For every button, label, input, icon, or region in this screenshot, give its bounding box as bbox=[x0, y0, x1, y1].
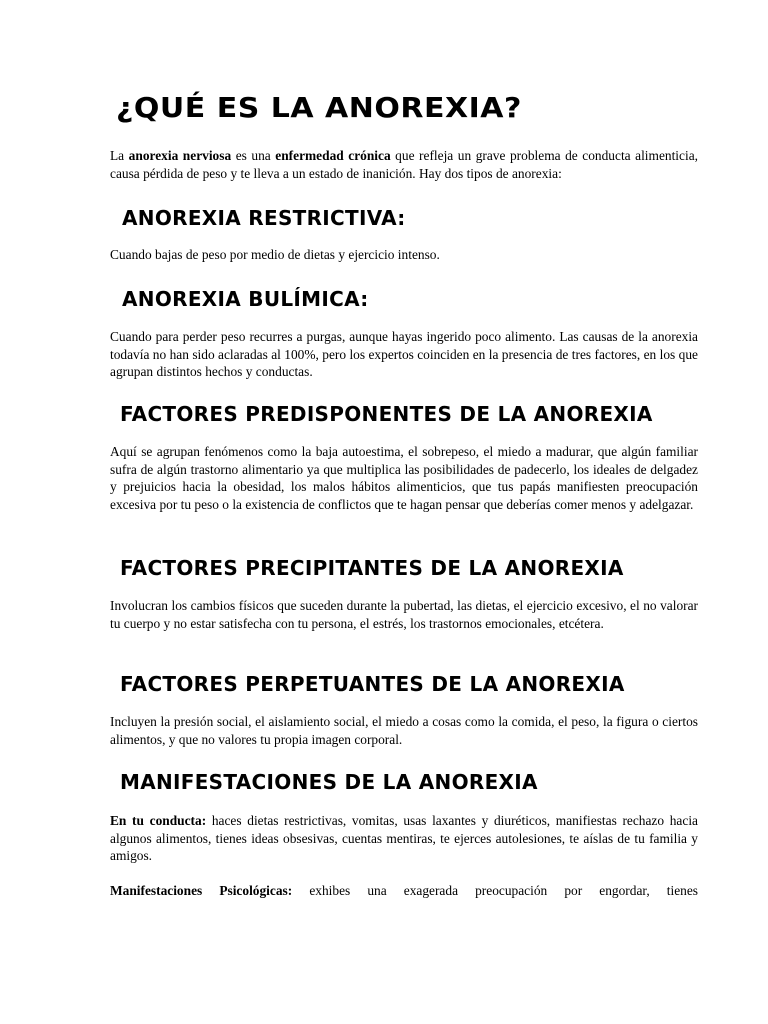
heading-factores-predisponentes: FACTORES PREDISPONENTES DE LA ANOREXIA bbox=[120, 402, 653, 426]
intro-prefix: La bbox=[110, 148, 129, 163]
paragraph-factores-predisponentes: Aquí se agrupan fenómenos como la baja autoestima, el sobrepeso, el miedo a madurar, que algún familiar sufra de algún trastorno alimentario ya que multiplica las posibilidades de padecerlo, los ideales de delgadez y prejuicios hacia la obesidad, los malos hábitos alimenticios, que tus papás manifiesten preocupación excesiva por tu peso o la existencia de conflictos que te hagan pensar que deberías comer menos y adelgazar. bbox=[110, 444, 698, 512]
paragraph-anorexia-restrictiva: Cuando bajas de peso por medio de dietas y ejercicio intenso. bbox=[110, 247, 440, 262]
paragraph-psicologicas bbox=[110, 882, 698, 900]
heading-anorexia-bulimica: ANOREXIA BULÍMICA: bbox=[122, 287, 369, 311]
intro-paragraph bbox=[110, 147, 698, 182]
heading-factores-precipitantes: FACTORES PRECIPITANTES DE LA ANOREXIA bbox=[120, 556, 624, 580]
paragraph-factores-precipitantes: Involucran los cambios físicos que suceden durante la pubertad, las dietas, el ejercicio excesivo, el no valorar tu cuerpo y no estar satisfecha con tu persona, el estrés, los trastornos emocionales, etcétera. bbox=[110, 598, 698, 631]
psicologicas-text: exhibes una exagerada preocupación por engordar, tienes bbox=[292, 883, 698, 898]
intro-suffix: que refleja un grave problema de conducta alimenticia, causa pérdida de peso y te lleva a un estado de inanición. Hay dos tipos de anorexia: bbox=[110, 148, 698, 181]
paragraph-factores-perpetuantes: Incluyen la presión social, el aislamiento social, el miedo a cosas como la comida, el peso, la figura o ciertos alimentos, y que no valores tu propia imagen corporal. bbox=[110, 714, 698, 747]
paragraph-conducta bbox=[110, 812, 698, 865]
intro-middle: es una bbox=[231, 148, 276, 163]
conducta-text: haces dietas restrictivas, vomitas, usas laxantes y diuréticos, manifiestas rechazo hacia algunos alimentos, tienes ideas obsesivas, cuentas mentiras, te ejerces autolesiones, te aíslas de tu familia y amigos. bbox=[110, 813, 698, 863]
page-title: ¿QUÉ ES LA ANOREXIA? bbox=[116, 92, 522, 125]
heading-factores-perpetuantes: FACTORES PERPETUANTES DE LA ANOREXIA bbox=[120, 672, 625, 696]
paragraph-anorexia-bulimica: Cuando para perder peso recurres a purgas, aunque hayas ingerido poco alimento. Las causas de la anorexia todavía no han sido aclaradas al 100%, pero los expertos coinciden en la presencia de tres factores, en los que agrupan distintos hechos y conductas. bbox=[110, 329, 698, 379]
intro-bold-term-1: anorexia nerviosa bbox=[128, 148, 232, 163]
psicologicas-label: Manifestaciones Psicológicas: bbox=[110, 883, 293, 898]
intro-bold-term-2: enfermedad crónica bbox=[275, 148, 391, 163]
conducta-label: En tu conducta: bbox=[110, 813, 207, 828]
heading-manifestaciones: MANIFESTACIONES DE LA ANOREXIA bbox=[120, 770, 538, 794]
heading-anorexia-restrictiva: ANOREXIA RESTRICTIVA: bbox=[122, 206, 406, 230]
